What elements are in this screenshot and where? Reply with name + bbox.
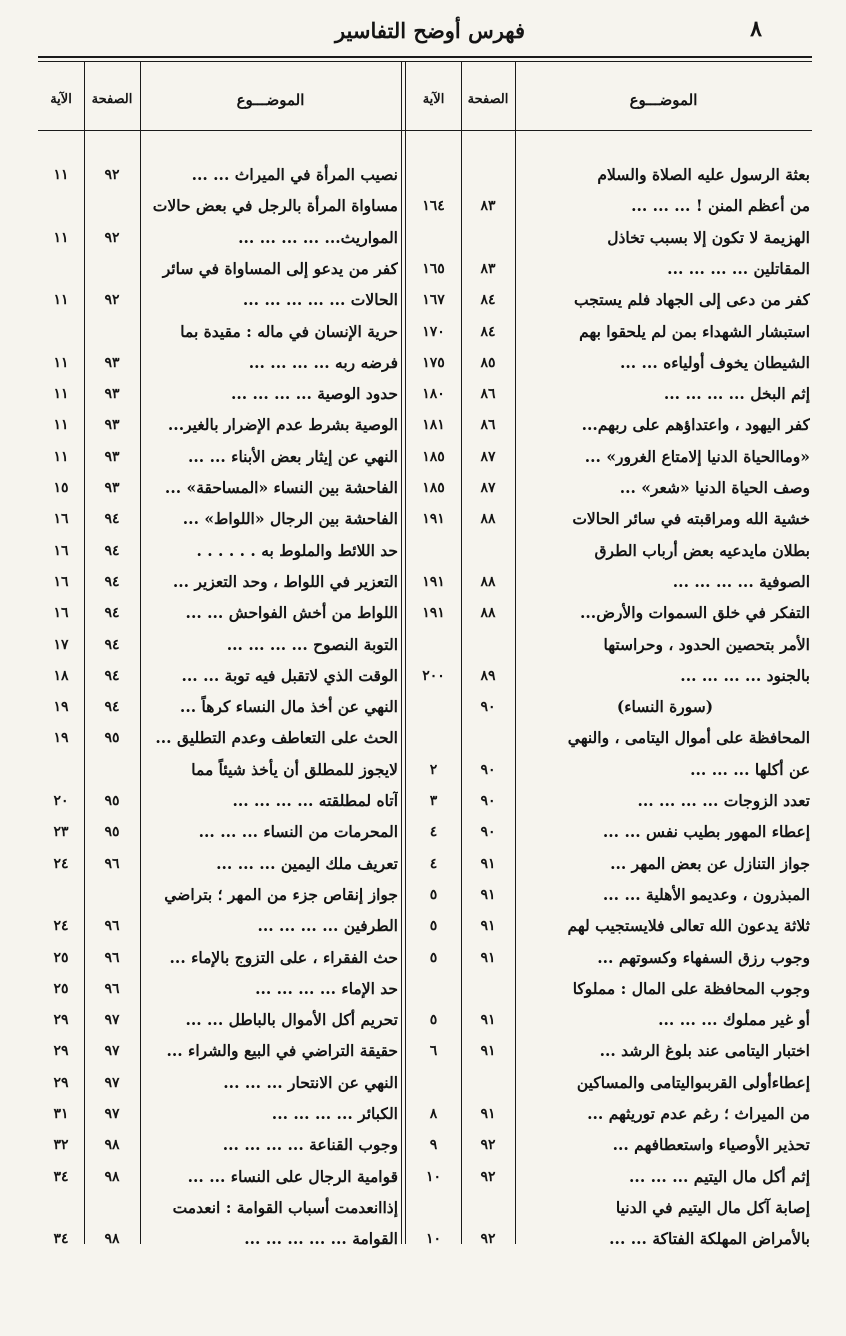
index-entry-topic: الأمر بتحصين الحدود ، وحراستها [603, 635, 810, 654]
index-entry-topic: الوصية بشرط عدم الإضرار بالغير... [167, 415, 398, 434]
index-entry-page: ٩٦ [104, 918, 120, 934]
index-entry-page [84, 880, 140, 910]
index-entry-ayah: ٩ [429, 1137, 438, 1153]
index-entry-ayah: ٥ [429, 1012, 438, 1028]
index-entry-ayah: ١١ [53, 167, 69, 183]
index-entry-page: ٨٨ [480, 511, 496, 527]
index-entry-topic: الفاحشة بين الرجال «اللواط» ... [182, 509, 398, 528]
index-entry-ayah [406, 536, 461, 566]
index-entry-topic: المحرمات من النساء ... ... ... [198, 822, 398, 841]
index-entry-ayah: ١٧ [53, 637, 69, 653]
index-entry-page: ٩١ [480, 887, 496, 903]
index-entry-page: ٨٩ [480, 668, 496, 684]
index-entry-ayah: ١١ [53, 417, 69, 433]
index-entry-ayah: ١٠ [425, 1231, 442, 1247]
index-entry-ayah: ٢٤ [53, 918, 69, 934]
index-entry-topic: النهي عن إيثار بعض الأبناء ... ... [187, 447, 398, 466]
index-entry-page: ٩٤ [104, 605, 120, 621]
index-entry-ayah: ١١ [53, 386, 69, 402]
index-entry-page: ٩٤ [104, 543, 120, 559]
index-entry-topic: استبشار الشهداء بمن لم يلحقوا بهم [579, 322, 810, 341]
index-entry-ayah: ٤ [429, 856, 438, 872]
index-entry-ayah: ١٨٠ [422, 386, 445, 402]
index-entry-topic: بالجنود ... ... ... ... [680, 666, 810, 685]
index-entry-ayah: ١٦٥ [422, 261, 445, 277]
index-entry-page: ٨٤ [480, 324, 496, 340]
index-entry-topic: حد اللائط والملوط به . . . . . . [196, 541, 398, 560]
index-entry-ayah [38, 880, 84, 910]
index-entry-page: ٩٤ [104, 668, 120, 684]
index-entry-ayah: ١٩ [53, 730, 69, 746]
index-entry-page: ٩٣ [104, 386, 120, 402]
index-entry-page: ٩٢ [104, 230, 120, 246]
index-entry-ayah: ١٩١ [422, 574, 445, 590]
index-entry-topic: اختبار اليتامى عند بلوغ الرشد ... [599, 1041, 810, 1060]
index-entry-page: ٩٥ [104, 730, 120, 746]
index-entry-ayah: ٥ [429, 918, 438, 934]
index-entry-topic: الصوفية ... ... ... ... [672, 572, 810, 591]
index-entry-topic: «وماالحياة الدنيا إلامتاع الغرور» ... [584, 447, 810, 466]
index-entry-page: ٩٠ [480, 699, 496, 715]
index-entry-page: ٩١ [480, 918, 496, 934]
index-entry-page: ٩٠ [480, 824, 496, 840]
index-entry-ayah [38, 317, 84, 347]
index-entry-topic: النهي عن أخذ مال النساء كرهاً ... [179, 697, 398, 716]
index-entry-ayah: ١٦ [53, 574, 69, 590]
index-entry-ayah: ١٨٥ [422, 480, 445, 496]
index-entry-ayah: ١٦٤ [422, 198, 445, 214]
right-page-header: الصفحة [467, 92, 509, 107]
index-entry-topic: تعريف ملك اليمين ... ... ... [216, 854, 398, 873]
index-entry-topic: المحافظة على أموال اليتامى ، والنهي [567, 728, 810, 747]
index-entry-ayah: ٢ [429, 762, 438, 778]
index-entry-page: ٨٣ [480, 198, 496, 214]
index-entry-ayah: ١٩١ [422, 511, 445, 527]
index-entry-topic: إثم البخل ... ... ... ... [663, 384, 810, 403]
page-title: فهرس أوضح التفاسير [334, 18, 526, 43]
index-entry-page: ٩٢ [480, 1231, 496, 1247]
index-entry-page: ٩٣ [104, 355, 120, 371]
index-entry-topic: إعطاء المهور بطيب نفس ... ... [602, 822, 810, 841]
index-entry-ayah: ١١ [53, 355, 69, 371]
index-entry-topic: جواز إنقاص جزء من المهر ؛ بتراضي [164, 885, 398, 904]
index-entry-topic: حد الإماء ... ... ... ... [255, 979, 398, 998]
index-entry-topic: تعدد الزوجات ... ... ... ... [637, 791, 810, 810]
page-number: ٨ [750, 16, 762, 42]
left-topic-header: الموضـــوع [236, 91, 305, 109]
index-entry-topic: جواز التنازل عن بعض المهر ... [610, 854, 810, 873]
index-entry-topic: عن أكلها ... ... ... [690, 760, 810, 779]
right-topic-header: الموضـــوع [629, 91, 698, 109]
index-entry-topic: إصابة آكل مال اليتيم في الدنيا [615, 1198, 810, 1217]
index-entry-topic: حرية الإنسان في ماله : مقيدة بما [180, 322, 398, 341]
index-entry-ayah: ٢٥ [53, 950, 69, 966]
index-entry-ayah: ٣٤ [53, 1231, 69, 1247]
index-entry-ayah: ٢٩ [53, 1043, 69, 1059]
index-entry-topic: حدود الوصية ... ... ... ... [230, 384, 398, 403]
index-entry-page [84, 317, 140, 347]
index-entry-topic: تحريم أكل الأموال بالباطل ... ... [185, 1010, 398, 1029]
index-entry-ayah: ١٨١ [422, 417, 445, 433]
index-entry-page: ٩٧ [104, 1012, 120, 1028]
index-entry-topic: لايجوز للمطلق أن يأخذ شيئاً مما [191, 760, 398, 779]
index-entry-page: ٩١ [480, 1012, 496, 1028]
index-entry-topic: الوقت الذي لاتقبل فيه توبة ... ... [181, 666, 398, 685]
index-entry-ayah: ١٨ [53, 668, 69, 684]
index-entry-topic: أو غير مملوك ... ... ... [658, 1010, 810, 1029]
index-entry-ayah: ٨ [429, 1106, 438, 1122]
index-entry-page: ٩٦ [104, 856, 120, 872]
index-entry-ayah: ٥ [429, 887, 438, 903]
index-entry-page: ٩٦ [104, 950, 120, 966]
index-entry-ayah: ٥ [429, 950, 438, 966]
index-entry-topic: الكبائر ... ... ... ... [271, 1104, 398, 1123]
index-entry-topic: فرضه ربه ... ... ... ... [248, 353, 398, 372]
index-entry-page: ٩٢ [480, 1169, 496, 1185]
index-entry-ayah: ٢٤ [53, 856, 69, 872]
index-entry-ayah [406, 692, 461, 722]
index-entry-page [461, 1068, 515, 1098]
header-rule-bottom [38, 61, 812, 62]
index-entry-topic: بطلان مايدعيه بعض أرباب الطرق [594, 541, 810, 560]
index-entry-page: ٩٣ [104, 417, 120, 433]
index-entry-page: ٩٣ [104, 449, 120, 465]
index-entry-page: ٩٨ [104, 1169, 120, 1185]
index-entry-page [84, 755, 140, 785]
index-entry-page: ٩٥ [104, 793, 120, 809]
index-entry-page [461, 1193, 515, 1223]
index-entry-page: ٩٤ [104, 699, 120, 715]
index-entry-ayah: ١٧٥ [422, 355, 445, 371]
index-entry-page: ٨٦ [480, 417, 496, 433]
index-entry-ayah: ٢٠٠ [422, 668, 445, 684]
index-entry-ayah: ٣١ [53, 1106, 69, 1122]
index-entry-page: ٨٧ [480, 449, 496, 465]
index-entry-page: ٨٣ [480, 261, 496, 277]
index-entry-page: ٩٢ [480, 1137, 496, 1153]
index-entry-topic: (سورة النساء) [616, 697, 714, 716]
index-entry-ayah [38, 254, 84, 284]
index-entry-ayah: ١٦٧ [422, 292, 445, 308]
index-entry-topic: الفاحشة بين النساء «المساحقة» ... [164, 478, 398, 497]
index-entry-page [461, 223, 515, 253]
index-entry-topic: كفر اليهود ، واعتداؤهم على ربهم... [581, 415, 810, 434]
index-entry-ayah: ٢٥ [53, 981, 69, 997]
index-entry-page: ٩٢ [104, 292, 120, 308]
index-entry-page: ٩٧ [104, 1043, 120, 1059]
index-entry-ayah: ١١ [53, 230, 69, 246]
index-entry-topic: كفر من يدعو إلى المساواة في سائر [162, 259, 398, 278]
index-entry-ayah: ١١ [53, 449, 69, 465]
index-entry-page: ٩٨ [104, 1137, 120, 1153]
index-entry-page: ٩٤ [104, 574, 120, 590]
index-entry-page [461, 630, 515, 660]
index-entry-page [84, 254, 140, 284]
index-entry-page: ٨٨ [480, 574, 496, 590]
index-entry-ayah: ١٧٠ [422, 324, 445, 340]
index-entry-topic: الهزيمة لا تكون إلا بسبب تخاذل [607, 228, 810, 247]
right-ayah-header: الآية [422, 92, 445, 107]
index-entry-topic: وجوب القناعة ... ... ... ... [222, 1135, 398, 1154]
index-entry-topic: مساواة المرأة بالرجل في بعض حالات [152, 196, 398, 215]
index-entry-topic: خشية الله ومراقبته في سائر الحالات [572, 509, 810, 528]
index-entry-page: ٩٧ [104, 1075, 120, 1091]
index-entry-ayah: ١٩ [53, 699, 69, 715]
index-entry-ayah: ٢٣ [53, 824, 69, 840]
index-entry-topic: وجوب المحافظة على المال : مملوكا [572, 979, 810, 998]
index-entry-page: ٩٥ [104, 824, 120, 840]
index-entry-ayah: ٢٠ [53, 793, 69, 809]
index-entry-ayah [38, 1193, 84, 1223]
index-entry-page: ٨٦ [480, 386, 496, 402]
index-entry-ayah: ١٦ [53, 543, 69, 559]
index-entry-topic: المقاتلين ... ... ... ... [667, 259, 810, 278]
index-entry-topic: إثم أكل مال اليتيم ... ... ... [629, 1167, 810, 1186]
header-rule-top [38, 56, 812, 58]
index-entry-ayah: ١١ [53, 292, 69, 308]
index-entry-topic: بعثة الرسول عليه الصلاة والسلام [597, 165, 810, 184]
index-entry-ayah: ٢٩ [53, 1075, 69, 1091]
index-entry-topic: إعطاءأولى القربىواليتامى والمساكين [576, 1073, 810, 1092]
index-entry-topic: حث الفقراء ، على التزوج بالإماء ... [169, 948, 398, 967]
index-entry-topic: من أعظم المنن ! ... ... ... [631, 196, 810, 215]
index-entry-ayah [38, 755, 84, 785]
index-entry-ayah [406, 974, 461, 1004]
index-entry-topic: الحث على التعاطف وعدم التطليق ... [155, 728, 398, 747]
center-divider-a [401, 62, 402, 1244]
left-page-divider [140, 62, 141, 1244]
index-entry-page: ٩١ [480, 856, 496, 872]
index-entry-page: ٩١ [480, 1106, 496, 1122]
index-entry-page: ٨٥ [480, 355, 496, 371]
index-entry-topic: بالأمراض المهلكة الفتاكة ... ... [609, 1229, 810, 1248]
index-entry-page: ٨٤ [480, 292, 496, 308]
index-entry-ayah: ٤ [429, 824, 438, 840]
index-entry-page: ٩١ [480, 1043, 496, 1059]
index-entry-topic: آتاه لمطلقته ... ... ... ... [232, 791, 398, 810]
index-entry-ayah: ١٨٥ [422, 449, 445, 465]
index-entry-ayah [406, 223, 461, 253]
index-entry-page [84, 191, 140, 221]
index-entry-ayah: ١٦ [53, 511, 69, 527]
index-entry-ayah [406, 1068, 461, 1098]
index-entry-topic: الشيطان يخوف أولياءه ... ... [619, 353, 810, 372]
index-entry-ayah: ١٦ [53, 605, 69, 621]
index-entry-ayah [406, 723, 461, 753]
index-entry-page: ٩٤ [104, 637, 120, 653]
index-entry-ayah: ١٠ [425, 1169, 442, 1185]
index-entry-page [84, 1193, 140, 1223]
index-entry-page [461, 160, 515, 190]
index-entry-page: ٩٤ [104, 511, 120, 527]
index-entry-topic: اللواط من أخش الفواحش ... ... [185, 603, 398, 622]
index-entry-ayah [406, 1193, 461, 1223]
index-entry-topic: القوامة ... ... ... ... ... [244, 1229, 398, 1248]
index-entry-topic: المبذرون ، وعديمو الأهلية ... ... [602, 885, 810, 904]
index-entry-topic: التفكر في خلق السموات والأرض... [580, 603, 810, 622]
index-entry-page: ٩٧ [104, 1106, 120, 1122]
index-entry-topic: الطرفين ... ... ... ... [257, 916, 398, 935]
index-entry-topic: من الميراث ؛ رغم عدم توريثهم ... [587, 1104, 810, 1123]
column-head-rule [38, 130, 812, 131]
index-entry-topic: الحالات ... ... ... ... ... [242, 290, 398, 309]
index-entry-ayah: ٣٤ [53, 1169, 69, 1185]
index-entry-ayah: ١٥ [53, 480, 69, 496]
index-entry-topic: وصف الحياة الدنيا «شعر» ... [619, 478, 810, 497]
index-entry-page: ٩٢ [104, 167, 120, 183]
index-entry-ayah: ١٩١ [422, 605, 445, 621]
index-entry-ayah [406, 630, 461, 660]
index-entry-topic: كفر من دعى إلى الجهاد فلم يستجب [574, 290, 810, 309]
index-entry-page [461, 723, 515, 753]
index-entry-topic: النهي عن الانتحار ... ... ... [223, 1073, 398, 1092]
index-entry-page: ٩٨ [104, 1231, 120, 1247]
index-entry-page: ٩٣ [104, 480, 120, 496]
index-entry-ayah [38, 191, 84, 221]
index-entry-page: ٨٨ [480, 605, 496, 621]
index-entry-topic: المواريث... ... ... ... ... [238, 228, 398, 247]
index-entry-topic: التوبة النصوح ... ... ... ... [226, 635, 398, 654]
index-entry-ayah [406, 160, 461, 190]
index-entry-ayah: ٣ [429, 793, 438, 809]
left-ayah-header: الآية [50, 92, 72, 107]
index-entry-page [461, 974, 515, 1004]
index-entry-page: ٩٦ [104, 981, 120, 997]
index-entry-topic: وجوب رزق السفهاء وكسوتهم ... [597, 948, 810, 967]
index-entry-ayah: ٦ [429, 1043, 438, 1059]
index-entry-page: ٩١ [480, 950, 496, 966]
index-entry-topic: ثلاثة يدعون الله تعالى فلايستجيب لهم [567, 916, 810, 935]
index-entry-topic: إذاانعدمت أسباب القوامة : انعدمت [172, 1198, 398, 1217]
index-entry-ayah: ٣٢ [53, 1137, 69, 1153]
index-entry-page [461, 536, 515, 566]
index-entry-page: ٩٠ [480, 762, 496, 778]
index-entry-topic: حقيقة التراضي في البيع والشراء ... [166, 1041, 398, 1060]
index-entry-topic: نصيب المرأة في الميراث ... ... [191, 165, 398, 184]
index-entry-topic: تحذير الأوصياء واستعطافهم ... [612, 1135, 810, 1154]
index-entry-topic: قوامية الرجال على النساء ... ... [187, 1167, 398, 1186]
right-page-divider [515, 62, 516, 1244]
index-entry-page: ٩٠ [480, 793, 496, 809]
left-page-header: الصفحة [91, 92, 133, 107]
index-entry-topic: التعزير في اللواط ، وحد التعزير ... [172, 572, 398, 591]
index-entry-page: ٨٧ [480, 480, 496, 496]
index-entry-ayah: ٢٩ [53, 1012, 69, 1028]
